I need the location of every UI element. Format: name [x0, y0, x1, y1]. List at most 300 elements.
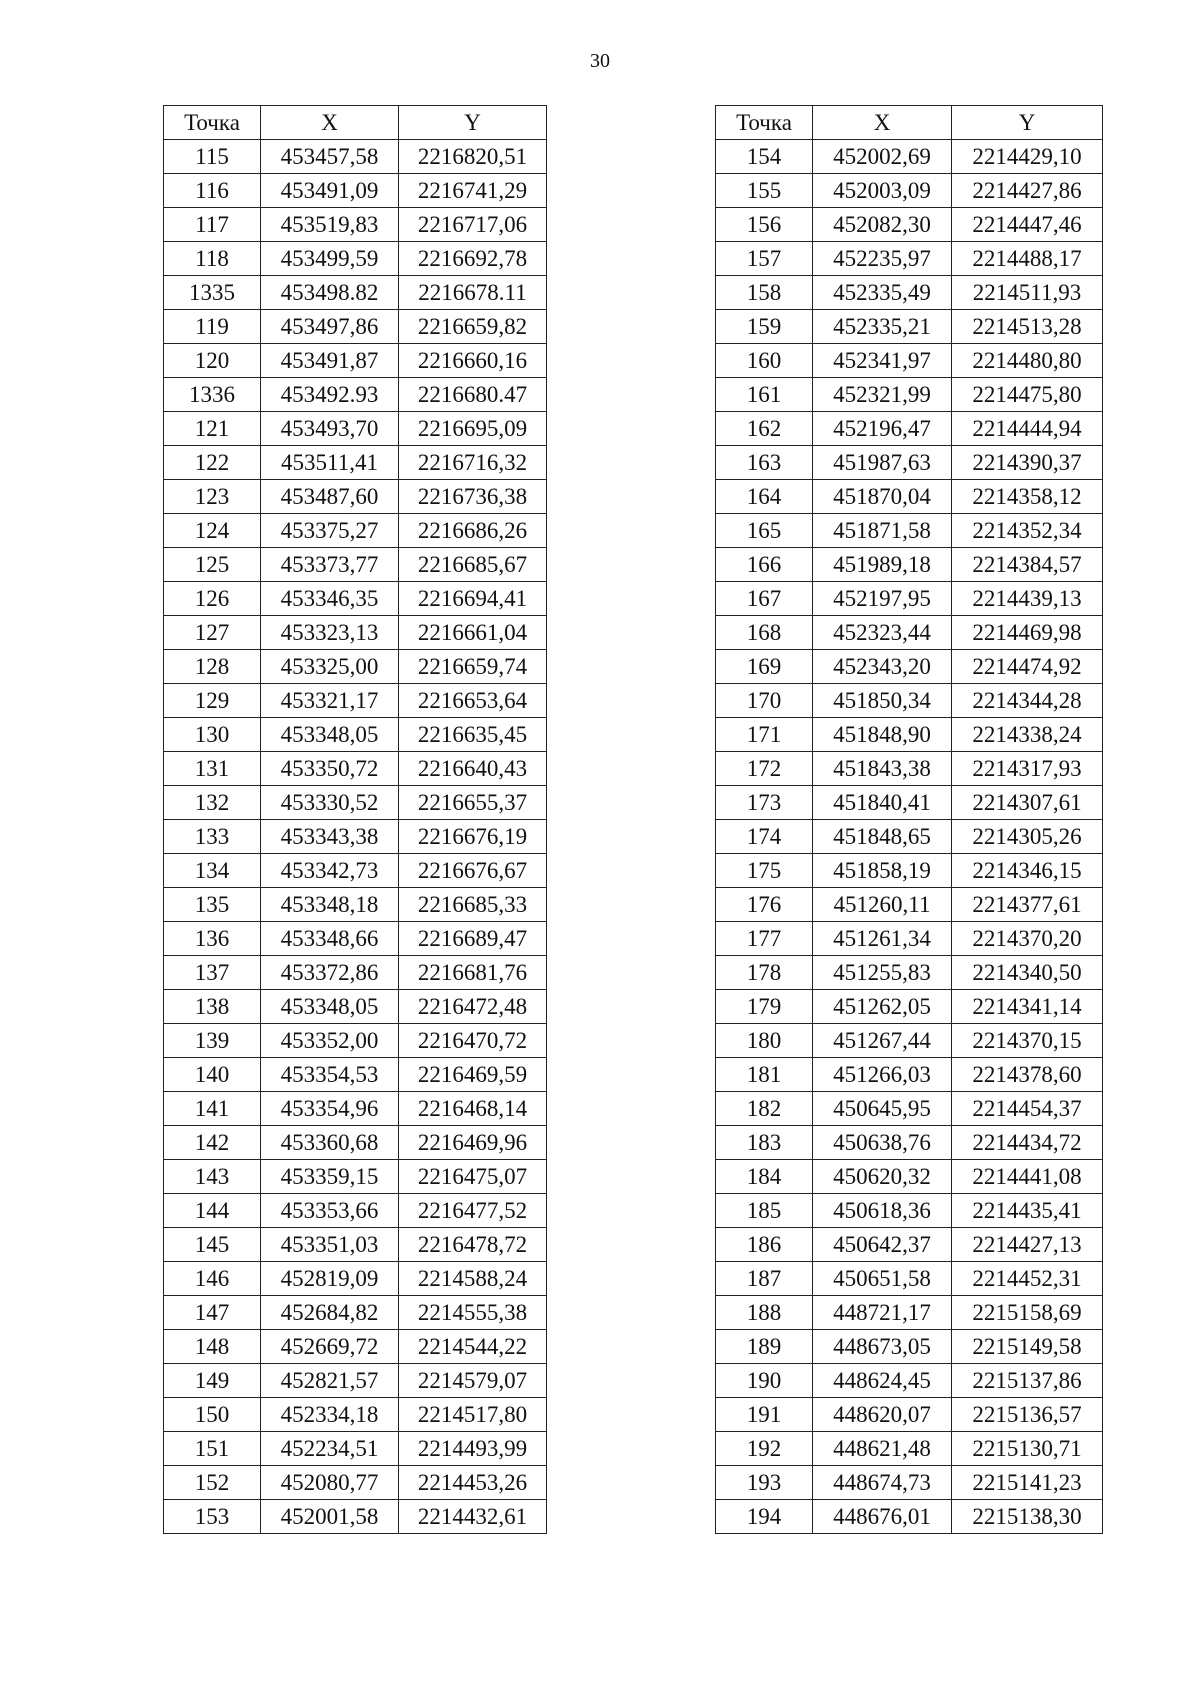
table-row: [716, 514, 1103, 548]
x-coordinate-cell: 452341,97: [813, 344, 952, 378]
x-coordinate-cell: 453348,18: [261, 888, 399, 922]
point-number-cell: 151: [164, 1432, 261, 1466]
y-coordinate-cell: 2214378,60: [952, 1058, 1103, 1092]
point-number-cell: 148: [164, 1330, 261, 1364]
x-coordinate-cell: 453321,17: [261, 684, 399, 718]
point-number-cell: 142: [164, 1126, 261, 1160]
table-row: [716, 1432, 1103, 1466]
table-row: [716, 276, 1103, 310]
y-coordinate-cell: 2214429,10: [952, 140, 1103, 174]
table-row: [716, 1364, 1103, 1398]
x-coordinate-cell: 453487,60: [261, 480, 399, 514]
y-coordinate-cell: 2216640,43: [399, 752, 547, 786]
point-number-cell: 173: [716, 786, 813, 820]
x-coordinate-cell: 453343,38: [261, 820, 399, 854]
table-row: [164, 344, 547, 378]
x-coordinate-cell: 453348,05: [261, 990, 399, 1024]
point-number-cell: 187: [716, 1262, 813, 1296]
x-coordinate-cell: 452082,30: [813, 208, 952, 242]
x-coordinate-cell: 451848,90: [813, 718, 952, 752]
table-row: [716, 412, 1103, 446]
y-coordinate-cell: 2214469,98: [952, 616, 1103, 650]
y-coordinate-cell: 2216695,09: [399, 412, 547, 446]
point-number-cell: 194: [716, 1500, 813, 1534]
table-row: [716, 310, 1103, 344]
table-row: [164, 242, 547, 276]
x-coordinate-cell: 452335,21: [813, 310, 952, 344]
table-row: [716, 888, 1103, 922]
x-coordinate-cell: 452821,57: [261, 1364, 399, 1398]
table-row: [164, 174, 547, 208]
point-number-cell: 153: [164, 1500, 261, 1534]
y-coordinate-cell: 2214358,12: [952, 480, 1103, 514]
x-coordinate-cell: 452001,58: [261, 1500, 399, 1534]
table-row: [716, 548, 1103, 582]
x-coordinate-cell: 451262,05: [813, 990, 952, 1024]
table-row: [716, 174, 1103, 208]
point-number-cell: 155: [716, 174, 813, 208]
y-coordinate-cell: 2216655,37: [399, 786, 547, 820]
y-coordinate-cell: 2216820,51: [399, 140, 547, 174]
table-row: [716, 956, 1103, 990]
y-coordinate-cell: 2216685,33: [399, 888, 547, 922]
x-coordinate-cell: 448721,17: [813, 1296, 952, 1330]
x-coordinate-cell: 450642,37: [813, 1228, 952, 1262]
point-number-cell: 158: [716, 276, 813, 310]
x-coordinate-cell: 453499,59: [261, 242, 399, 276]
y-coordinate-cell: 2214544,22: [399, 1330, 547, 1364]
point-number-cell: 177: [716, 922, 813, 956]
x-coordinate-cell: 451989,18: [813, 548, 952, 582]
x-coordinate-cell: 451840,41: [813, 786, 952, 820]
y-coordinate-cell: 2214454,37: [952, 1092, 1103, 1126]
table-row: [164, 208, 547, 242]
y-coordinate-cell: 2214588,24: [399, 1262, 547, 1296]
point-number-cell: 116: [164, 174, 261, 208]
table-row: [716, 1330, 1103, 1364]
y-coordinate-cell: 2214370,20: [952, 922, 1103, 956]
y-coordinate-cell: 2216478,72: [399, 1228, 547, 1262]
point-number-cell: 136: [164, 922, 261, 956]
x-coordinate-cell: 453323,13: [261, 616, 399, 650]
table-row: [716, 140, 1103, 174]
point-number-cell: 168: [716, 616, 813, 650]
table-row: [716, 1058, 1103, 1092]
table-row: [164, 718, 547, 752]
table-row: [164, 1194, 547, 1228]
x-coordinate-cell: 453330,52: [261, 786, 399, 820]
y-coordinate-cell: 2215149,58: [952, 1330, 1103, 1364]
y-coordinate-cell: 2214377,61: [952, 888, 1103, 922]
point-number-cell: 149: [164, 1364, 261, 1398]
x-coordinate-cell: 451850,34: [813, 684, 952, 718]
x-coordinate-cell: 453354,96: [261, 1092, 399, 1126]
point-number-cell: 117: [164, 208, 261, 242]
y-coordinate-cell: 2214341,14: [952, 990, 1103, 1024]
y-coordinate-cell: 2214432,61: [399, 1500, 547, 1534]
table-row: [164, 1024, 547, 1058]
x-coordinate-cell: 452235,97: [813, 242, 952, 276]
y-coordinate-cell: 2214475,80: [952, 378, 1103, 412]
y-coordinate-cell: 2216689,47: [399, 922, 547, 956]
table-row: [164, 820, 547, 854]
table-row: [164, 1432, 547, 1466]
y-coordinate-cell: 2216736,38: [399, 480, 547, 514]
y-coordinate-cell: 2214493,99: [399, 1432, 547, 1466]
point-number-cell: 191: [716, 1398, 813, 1432]
point-number-cell: 160: [716, 344, 813, 378]
point-number-cell: 182: [716, 1092, 813, 1126]
y-coordinate-cell: 2215141,23: [952, 1466, 1103, 1500]
y-coordinate-cell: 2216468,14: [399, 1092, 547, 1126]
x-coordinate-cell: 453359,15: [261, 1160, 399, 1194]
table-row: [716, 1466, 1103, 1500]
table-row: [716, 1126, 1103, 1160]
y-coordinate-cell: 2214579,07: [399, 1364, 547, 1398]
point-number-cell: 185: [716, 1194, 813, 1228]
x-coordinate-cell: 450620,32: [813, 1160, 952, 1194]
point-number-cell: 127: [164, 616, 261, 650]
point-number-cell: 147: [164, 1296, 261, 1330]
x-coordinate-cell: 453354,53: [261, 1058, 399, 1092]
x-coordinate-cell: 448676,01: [813, 1500, 952, 1534]
y-coordinate-cell: 2214513,28: [952, 310, 1103, 344]
x-coordinate-cell: 452196,47: [813, 412, 952, 446]
x-coordinate-cell: 450651,58: [813, 1262, 952, 1296]
point-number-cell: 130: [164, 718, 261, 752]
x-coordinate-cell: 451261,34: [813, 922, 952, 956]
x-coordinate-cell: 448674,73: [813, 1466, 952, 1500]
table-row: [164, 582, 547, 616]
point-number-cell: 139: [164, 1024, 261, 1058]
x-coordinate-cell: 453352,00: [261, 1024, 399, 1058]
x-coordinate-cell: 453491,87: [261, 344, 399, 378]
y-coordinate-cell: 2214517,80: [399, 1398, 547, 1432]
y-coordinate-cell: 2214427,13: [952, 1228, 1103, 1262]
table-row: [164, 854, 547, 888]
y-coordinate-cell: 2214305,26: [952, 820, 1103, 854]
table-row: [716, 1398, 1103, 1432]
y-coordinate-cell: 2216469,96: [399, 1126, 547, 1160]
y-coordinate-cell: 2214511,93: [952, 276, 1103, 310]
point-number-cell: 115: [164, 140, 261, 174]
point-number-cell: 170: [716, 684, 813, 718]
point-number-cell: 152: [164, 1466, 261, 1500]
y-coordinate-cell: 2216686,26: [399, 514, 547, 548]
x-coordinate-cell: 452669,72: [261, 1330, 399, 1364]
table-row: [716, 1092, 1103, 1126]
point-number-cell: 169: [716, 650, 813, 684]
table-row: [164, 888, 547, 922]
table-row: [716, 582, 1103, 616]
point-number-cell: 118: [164, 242, 261, 276]
y-coordinate-cell: 2214370,15: [952, 1024, 1103, 1058]
x-coordinate-cell: 452343,20: [813, 650, 952, 684]
table-row: [164, 1126, 547, 1160]
point-number-cell: 141: [164, 1092, 261, 1126]
column-header-x: X: [261, 106, 399, 140]
point-number-cell: 188: [716, 1296, 813, 1330]
table-row: [164, 1058, 547, 1092]
table-row: [716, 378, 1103, 412]
table-row: [164, 446, 547, 480]
table-row: [716, 820, 1103, 854]
x-coordinate-cell: 451260,11: [813, 888, 952, 922]
table-row: [164, 1228, 547, 1262]
point-number-cell: 164: [716, 480, 813, 514]
table-header-row: [716, 106, 1103, 140]
x-coordinate-cell: 448620,07: [813, 1398, 952, 1432]
column-header-y: Y: [952, 106, 1103, 140]
point-number-cell: 146: [164, 1262, 261, 1296]
point-number-cell: 123: [164, 480, 261, 514]
point-number-cell: 180: [716, 1024, 813, 1058]
y-coordinate-cell: 2216635,45: [399, 718, 547, 752]
table-row: [164, 1500, 547, 1534]
y-coordinate-cell: 2216472,48: [399, 990, 547, 1024]
point-number-cell: 156: [716, 208, 813, 242]
point-number-cell: 126: [164, 582, 261, 616]
x-coordinate-cell: 453498.82: [261, 276, 399, 310]
x-coordinate-cell: 452197,95: [813, 582, 952, 616]
y-coordinate-cell: 2215158,69: [952, 1296, 1103, 1330]
table-row: [164, 1330, 547, 1364]
y-coordinate-cell: 2216741,29: [399, 174, 547, 208]
page-number: 30: [590, 50, 610, 72]
table-row: [716, 854, 1103, 888]
y-coordinate-cell: 2216660,16: [399, 344, 547, 378]
x-coordinate-cell: 452819,09: [261, 1262, 399, 1296]
y-coordinate-cell: 2214338,24: [952, 718, 1103, 752]
table-row: [164, 990, 547, 1024]
y-coordinate-cell: 2216659,82: [399, 310, 547, 344]
table-row: [716, 786, 1103, 820]
x-coordinate-cell: 453373,77: [261, 548, 399, 582]
x-coordinate-cell: 451843,38: [813, 752, 952, 786]
y-coordinate-cell: 2216475,07: [399, 1160, 547, 1194]
point-number-cell: 128: [164, 650, 261, 684]
x-coordinate-cell: 453375,27: [261, 514, 399, 548]
x-coordinate-cell: 453353,66: [261, 1194, 399, 1228]
table-row: [164, 378, 547, 412]
x-coordinate-cell: 453497,86: [261, 310, 399, 344]
x-coordinate-cell: 453492.93: [261, 378, 399, 412]
point-number-cell: 174: [716, 820, 813, 854]
x-coordinate-cell: 452002,69: [813, 140, 952, 174]
x-coordinate-cell: 452334,18: [261, 1398, 399, 1432]
table-row: [164, 1466, 547, 1500]
coordinates-table-left: [163, 105, 547, 1534]
table-row: [716, 1194, 1103, 1228]
table-row: [164, 548, 547, 582]
y-coordinate-cell: 2214346,15: [952, 854, 1103, 888]
point-number-cell: 163: [716, 446, 813, 480]
table-row: [164, 1262, 547, 1296]
point-number-cell: 138: [164, 990, 261, 1024]
point-number-cell: 183: [716, 1126, 813, 1160]
x-coordinate-cell: 453348,05: [261, 718, 399, 752]
y-coordinate-cell: 2214390,37: [952, 446, 1103, 480]
table-row: [164, 412, 547, 446]
table-row: [716, 1228, 1103, 1262]
x-coordinate-cell: 451266,03: [813, 1058, 952, 1092]
y-coordinate-cell: 2214488,17: [952, 242, 1103, 276]
x-coordinate-cell: 453350,72: [261, 752, 399, 786]
x-coordinate-cell: 448624,45: [813, 1364, 952, 1398]
point-number-cell: 159: [716, 310, 813, 344]
point-number-cell: 125: [164, 548, 261, 582]
y-coordinate-cell: 2214427,86: [952, 174, 1103, 208]
point-number-cell: 190: [716, 1364, 813, 1398]
table-row: [716, 650, 1103, 684]
x-coordinate-cell: 451255,83: [813, 956, 952, 990]
y-coordinate-cell: 2214444,94: [952, 412, 1103, 446]
point-number-cell: 154: [716, 140, 813, 174]
x-coordinate-cell: 452323,44: [813, 616, 952, 650]
table-row: [716, 752, 1103, 786]
y-coordinate-cell: 2216716,32: [399, 446, 547, 480]
x-coordinate-cell: 453511,41: [261, 446, 399, 480]
point-number-cell: 1335: [164, 276, 261, 310]
x-coordinate-cell: 452234,51: [261, 1432, 399, 1466]
table-row: [716, 446, 1103, 480]
table-row: [164, 684, 547, 718]
table-row: [164, 650, 547, 684]
point-number-cell: 175: [716, 854, 813, 888]
y-coordinate-cell: 2216717,06: [399, 208, 547, 242]
x-coordinate-cell: 452335,49: [813, 276, 952, 310]
x-coordinate-cell: 451870,04: [813, 480, 952, 514]
y-coordinate-cell: 2216678.11: [399, 276, 547, 310]
table-row: [716, 1262, 1103, 1296]
y-coordinate-cell: 2215136,57: [952, 1398, 1103, 1432]
point-number-cell: 145: [164, 1228, 261, 1262]
point-number-cell: 184: [716, 1160, 813, 1194]
point-number-cell: 171: [716, 718, 813, 752]
point-number-cell: 1336: [164, 378, 261, 412]
x-coordinate-cell: 453325,00: [261, 650, 399, 684]
x-coordinate-cell: 453491,09: [261, 174, 399, 208]
table-row: [716, 616, 1103, 650]
x-coordinate-cell: 451987,63: [813, 446, 952, 480]
table-row: [164, 514, 547, 548]
point-number-cell: 120: [164, 344, 261, 378]
table-row: [716, 344, 1103, 378]
y-coordinate-cell: 2214447,46: [952, 208, 1103, 242]
y-coordinate-cell: 2216676,67: [399, 854, 547, 888]
point-number-cell: 172: [716, 752, 813, 786]
y-coordinate-cell: 2216676,19: [399, 820, 547, 854]
point-number-cell: 176: [716, 888, 813, 922]
y-coordinate-cell: 2216680.47: [399, 378, 547, 412]
y-coordinate-cell: 2214439,13: [952, 582, 1103, 616]
point-number-cell: 137: [164, 956, 261, 990]
x-coordinate-cell: 453493,70: [261, 412, 399, 446]
point-number-cell: 144: [164, 1194, 261, 1228]
point-number-cell: 129: [164, 684, 261, 718]
table-row: [164, 140, 547, 174]
coordinates-table-right: [715, 105, 1103, 1534]
table-row: [164, 956, 547, 990]
column-header-x: X: [813, 106, 952, 140]
x-coordinate-cell: 452080,77: [261, 1466, 399, 1500]
table-row: [164, 1160, 547, 1194]
table-row: [716, 1160, 1103, 1194]
y-coordinate-cell: 2216681,76: [399, 956, 547, 990]
y-coordinate-cell: 2216469,59: [399, 1058, 547, 1092]
point-number-cell: 134: [164, 854, 261, 888]
table-row: [716, 242, 1103, 276]
table-row: [716, 990, 1103, 1024]
y-coordinate-cell: 2216685,67: [399, 548, 547, 582]
table-row: [164, 1364, 547, 1398]
table-row: [716, 480, 1103, 514]
table-row: [716, 208, 1103, 242]
table-row: [164, 276, 547, 310]
x-coordinate-cell: 453342,73: [261, 854, 399, 888]
table-row: [164, 310, 547, 344]
table-row: [164, 480, 547, 514]
x-coordinate-cell: 450638,76: [813, 1126, 952, 1160]
table-row: [716, 1024, 1103, 1058]
x-coordinate-cell: 453346,35: [261, 582, 399, 616]
point-number-cell: 143: [164, 1160, 261, 1194]
table-row: [164, 1092, 547, 1126]
point-number-cell: 162: [716, 412, 813, 446]
x-coordinate-cell: 450645,95: [813, 1092, 952, 1126]
y-coordinate-cell: 2216694,41: [399, 582, 547, 616]
point-number-cell: 161: [716, 378, 813, 412]
y-coordinate-cell: 2214317,93: [952, 752, 1103, 786]
table-row: [716, 922, 1103, 956]
point-number-cell: 192: [716, 1432, 813, 1466]
x-coordinate-cell: 451848,65: [813, 820, 952, 854]
table-row: [164, 922, 547, 956]
table-row: [716, 1296, 1103, 1330]
y-coordinate-cell: 2214307,61: [952, 786, 1103, 820]
x-coordinate-cell: 448621,48: [813, 1432, 952, 1466]
point-number-cell: 135: [164, 888, 261, 922]
table-header-row: [164, 106, 547, 140]
x-coordinate-cell: 451267,44: [813, 1024, 952, 1058]
x-coordinate-cell: 452684,82: [261, 1296, 399, 1330]
column-header-point: Точка: [716, 106, 813, 140]
y-coordinate-cell: 2214474,92: [952, 650, 1103, 684]
y-coordinate-cell: 2215130,71: [952, 1432, 1103, 1466]
x-coordinate-cell: 453372,86: [261, 956, 399, 990]
y-coordinate-cell: 2216659,74: [399, 650, 547, 684]
y-coordinate-cell: 2214434,72: [952, 1126, 1103, 1160]
column-header-point: Точка: [164, 106, 261, 140]
point-number-cell: 181: [716, 1058, 813, 1092]
point-number-cell: 150: [164, 1398, 261, 1432]
y-coordinate-cell: 2215138,30: [952, 1500, 1103, 1534]
x-coordinate-cell: 451858,19: [813, 854, 952, 888]
y-coordinate-cell: 2214435,41: [952, 1194, 1103, 1228]
table-row: [164, 1398, 547, 1432]
y-coordinate-cell: 2216661,04: [399, 616, 547, 650]
y-coordinate-cell: 2216692,78: [399, 242, 547, 276]
point-number-cell: 124: [164, 514, 261, 548]
y-coordinate-cell: 2214453,26: [399, 1466, 547, 1500]
table-row: [164, 786, 547, 820]
point-number-cell: 189: [716, 1330, 813, 1364]
x-coordinate-cell: 448673,05: [813, 1330, 952, 1364]
point-number-cell: 178: [716, 956, 813, 990]
point-number-cell: 121: [164, 412, 261, 446]
column-header-y: Y: [399, 106, 547, 140]
y-coordinate-cell: 2214480,80: [952, 344, 1103, 378]
